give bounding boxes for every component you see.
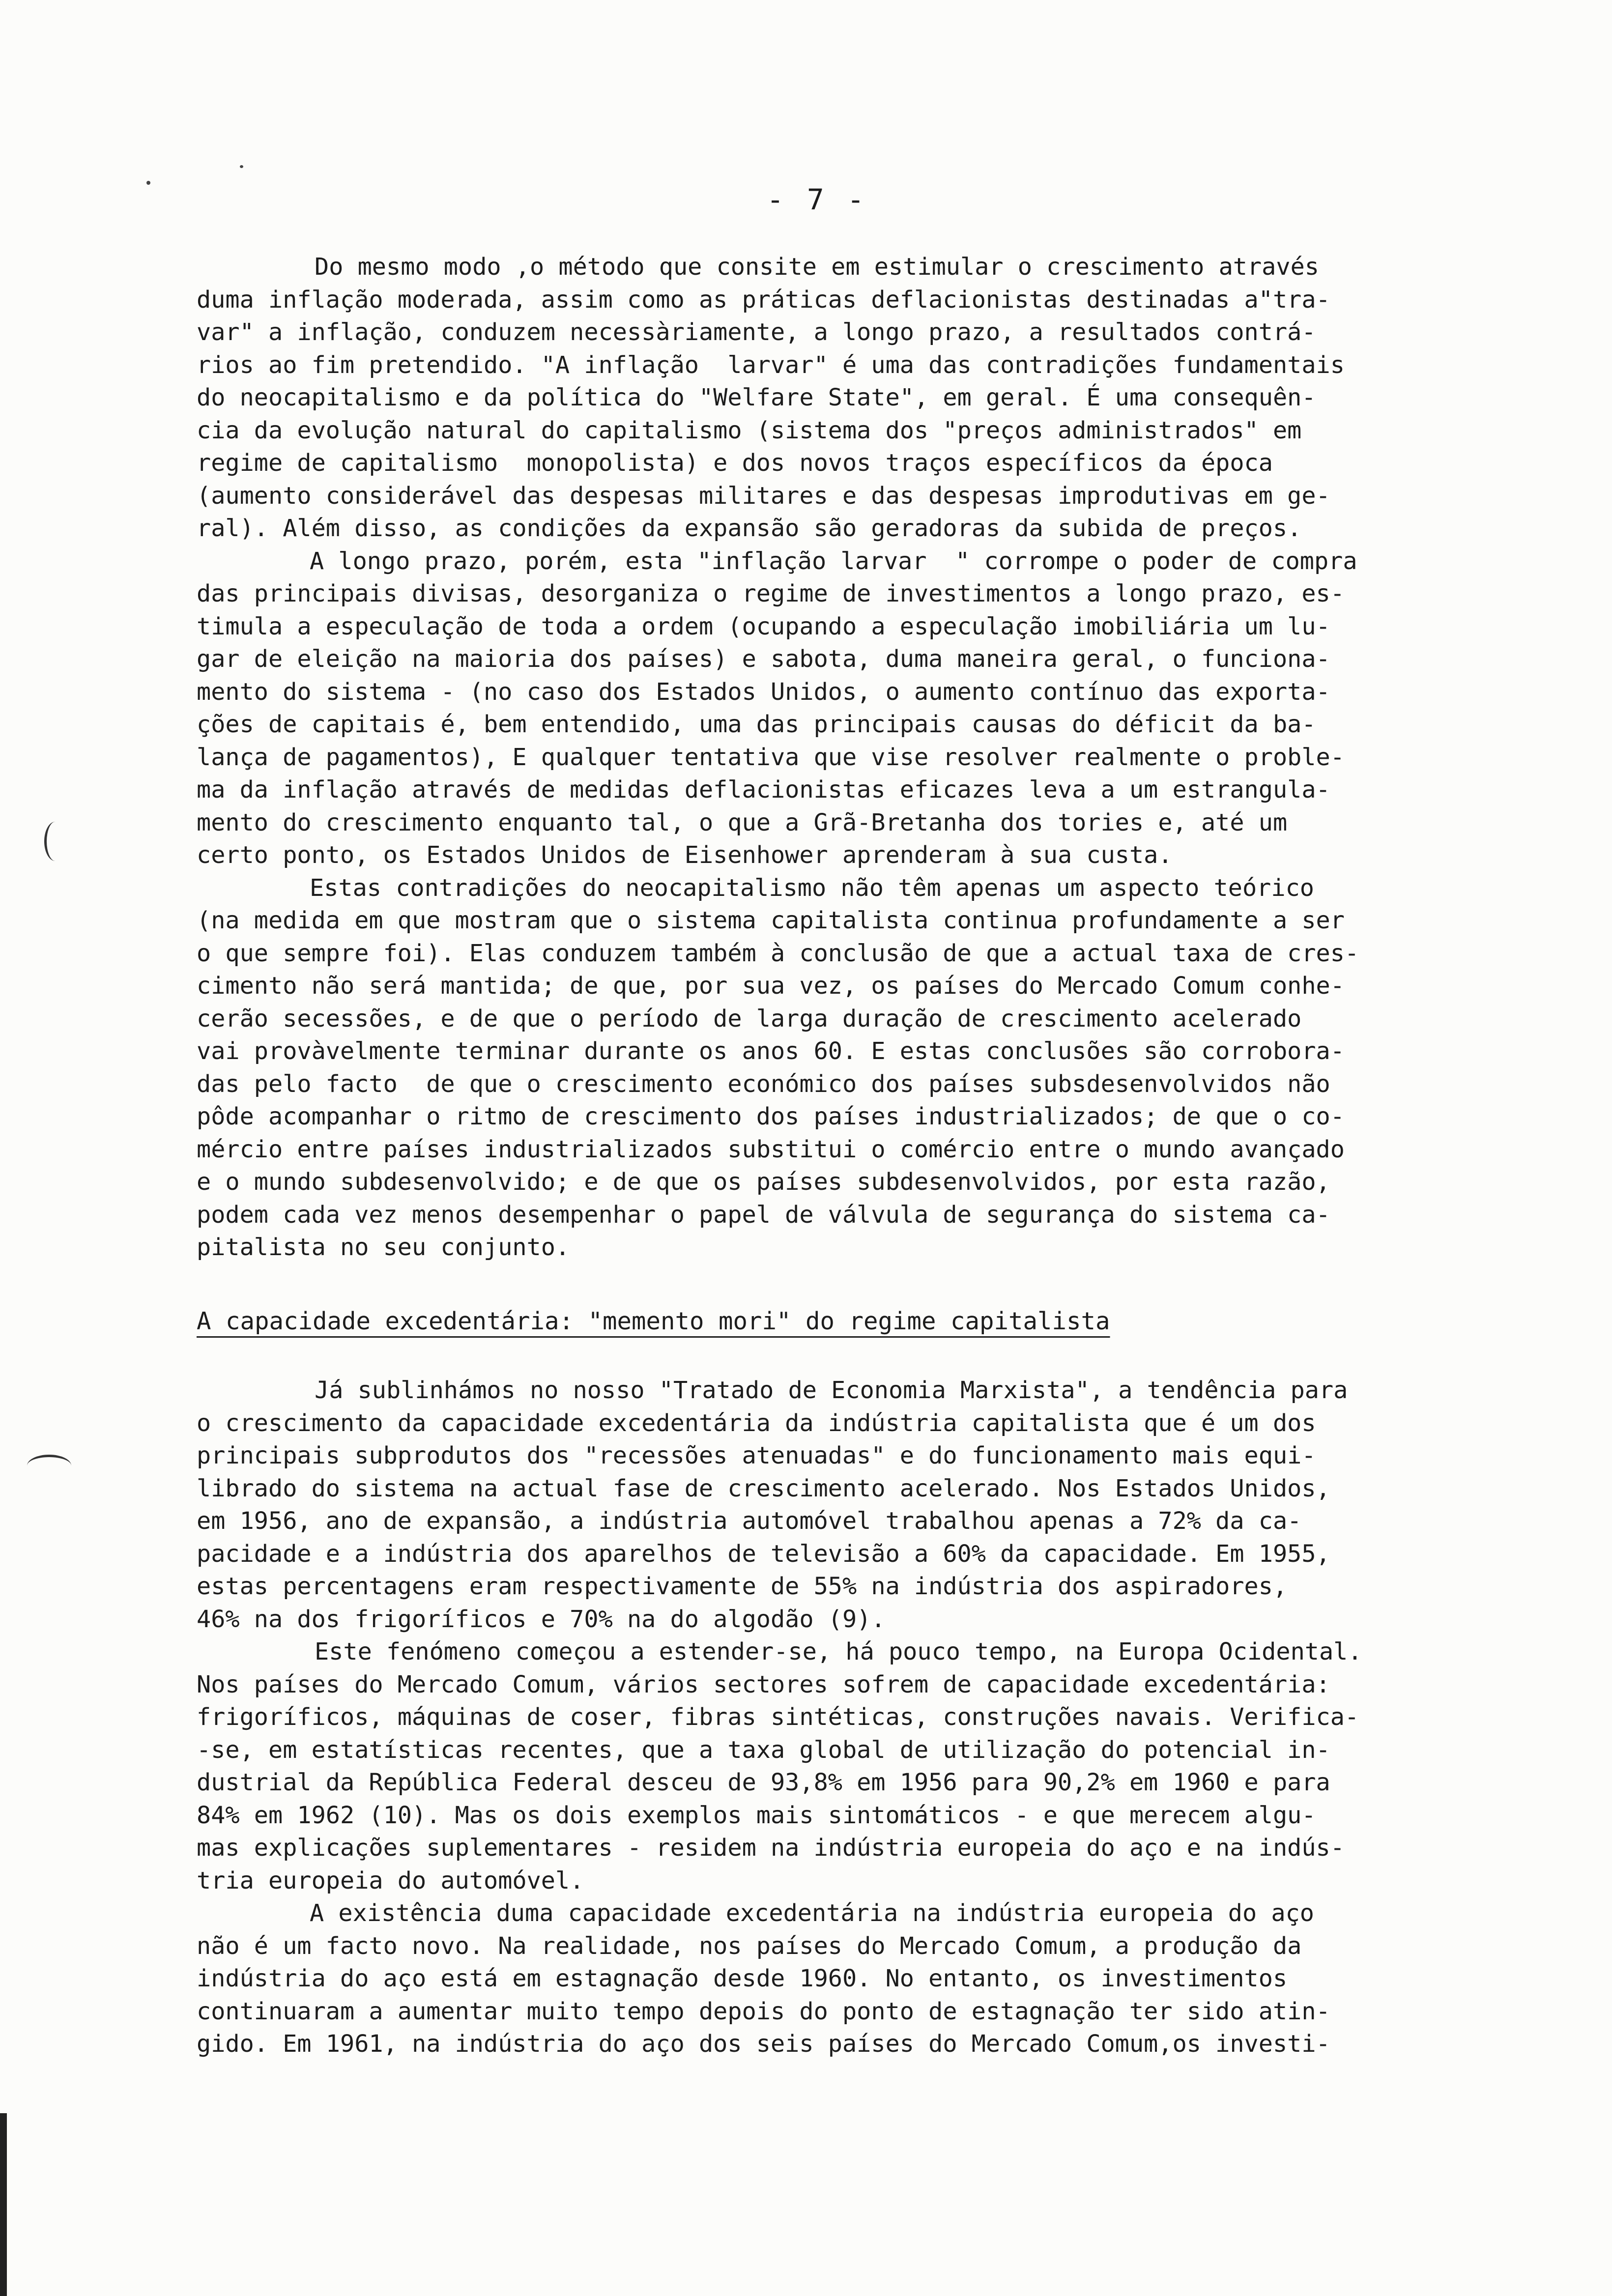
page-number: - 7 - (767, 183, 867, 216)
text-line: pitalista no seu conjunto. (197, 1234, 570, 1261)
text-line: librado do sistema na actual fase de crescimento acelerado. Nos Estados Unidos, (197, 1474, 1330, 1502)
section-heading: A capacidade excedentária: "memento mori" do regime capitalista (197, 1307, 1110, 1335)
text-line: cerão secessões, e de que o período de larga duração de crescimento acelerado (197, 1004, 1302, 1033)
text-line: do neocapitalismo e da política do "Welfare State", em geral. É uma consequên- (197, 384, 1316, 411)
text-line: 84% em 1962 (10). Mas os dois exemplos mais sintomáticos - e que merecem algu- (197, 1801, 1316, 1829)
text-line: Este fenómeno começou a estender-se, há pouco tempo, na Europa Ocidental. (315, 1638, 1362, 1665)
text-line: regime de capitalismo monopolista) e dos novos traços específicos da época (197, 449, 1273, 477)
text-line: em 1956, ano de expansão, a indústria automóvel trabalhou apenas a 72% da ca- (197, 1507, 1302, 1535)
text-line: o que sempre foi). Elas conduzem também à conclusão de que a actual taxa de cres- (197, 939, 1359, 967)
text-line: vai provàvelmente terminar durante os anos 60. E estas conclusões são corrobora- (197, 1037, 1345, 1065)
text-line: mento do sistema - (no caso dos Estados Unidos, o aumento contínuo das exporta- (197, 678, 1330, 706)
text-line: A existência duma capacidade excedentária na indústria europeia do aço (310, 1899, 1314, 1927)
text-line: estas percentagens eram respectivamente de 55% na indústria dos aspiradores, (197, 1573, 1288, 1600)
text-line: ma da inflação através de medidas deflacionistas eficazes leva a um estrangula- (197, 776, 1330, 804)
margin-bracket-mark (27, 1455, 71, 1477)
text-line: mas explicações suplementares - residem na indústria europeia do aço e na indús- (197, 1834, 1345, 1862)
scan-left-edge-shadow (0, 2113, 7, 2296)
body-text-block-1 (197, 251, 1533, 1264)
text-line: -se, em estatísticas recentes, que a taxa global de utilização do potencial in- (197, 1736, 1330, 1764)
text-line: timula a especulação de toda a ordem (ocupando a especulação imobiliária um lu- (197, 612, 1330, 640)
scan-speck (146, 181, 150, 185)
text-line: e o mundo subdesenvolvido; e de que os países subdesenvolvidos, por esta razão, (197, 1168, 1330, 1196)
text-line: (aumento considerável das despesas militares e das despesas improdutivas em ge- (197, 482, 1330, 510)
text-line: das pelo facto de que o crescimento económico dos países subsdesenvolvidos não (197, 1070, 1330, 1098)
text-line: indústria do aço está em estagnação desde 1960. No entanto, os investimentos (197, 1965, 1288, 1992)
text-line: Já sublinhámos no nosso "Tratado de Economia Marxista", a tendência para (315, 1377, 1348, 1404)
text-line: certo ponto, os Estados Unidos de Eisenhower aprenderam à sua custa. (197, 841, 1173, 869)
text-line: frigoríficos, máquinas de coser, fibras sintéticas, construções navais. Verifica- (197, 1703, 1359, 1731)
text-line: 46% na dos frigoríficos e 70% na do algodão (9). (197, 1605, 886, 1633)
text-line: das principais divisas, desorganiza o regime de investimentos a longo prazo, es- (197, 580, 1345, 607)
text-line: o crescimento da capacidade excedentária da indústria capitalista que é um dos (197, 1409, 1316, 1437)
text-line: cia da evolução natural do capitalismo (sistema dos "preços administrados" em (197, 416, 1302, 444)
text-line: principais subprodutos dos "recessões atenuadas" e do funcionamento mais equi- (197, 1442, 1316, 1469)
text-line: Nos países do Mercado Comum, vários sectores sofrem de capacidade excedentária: (197, 1670, 1330, 1698)
text-line: ral). Além disso, as condições da expansão são geradoras da subida de preços. (197, 515, 1302, 542)
text-line: pôde acompanhar o ritmo de crescimento dos países industrializados; de que o co- (197, 1103, 1345, 1130)
text-line: (na medida em que mostram que o sistema capitalista continua profundamente a ser (197, 907, 1345, 934)
text-line: dustrial da República Federal desceu de 93,8% em 1956 para 90,2% em 1960 e para (197, 1769, 1330, 1796)
text-line: gar de eleição na maioria dos países) e sabota, duma maneira geral, o funciona- (197, 645, 1330, 673)
text-line: rios ao fim pretendido. "A inflação larvar" é uma das contradições fundamentais (197, 351, 1345, 379)
text-line: lança de pagamentos), E qualquer tentativa que vise resolver realmente o proble- (197, 743, 1345, 771)
text-line: duma inflação moderada, assim como as práticas deflacionistas destinadas a"tra- (197, 286, 1330, 314)
text-line: gido. Em 1961, na indústria do aço dos seis países do Mercado Comum,os investi- (197, 2030, 1330, 2058)
margin-bracket-mark (44, 822, 66, 861)
text-line: mento do crescimento enquanto tal, o que a Grã-Bretanha dos tories e, até um (197, 808, 1288, 836)
text-line: mércio entre países industrializados substitui o comércio entre o mundo avançado (197, 1135, 1345, 1163)
text-line: A longo prazo, porém, esta "inflação larvar " corrompe o poder de compra (310, 547, 1357, 575)
text-line: cimento não será mantida; de que, por sua vez, os países do Mercado Comum conhe- (197, 972, 1345, 1000)
text-line: não é um facto novo. Na realidade, nos países do Mercado Comum, a produção da (197, 1932, 1302, 1960)
text-line: tria europeia do automóvel. (197, 1866, 584, 1894)
text-line: Do mesmo modo ,o método que consite em estimular o crescimento através (315, 253, 1319, 281)
text-line: podem cada vez menos desempenhar o papel de válvula de segurança do sistema ca- (197, 1201, 1330, 1229)
scan-speck (240, 165, 243, 168)
text-line: ções de capitais é, bem entendido, uma das principais causas do déficit da ba- (197, 711, 1316, 738)
text-line: Estas contradições do neocapitalismo não têm apenas um aspecto teórico (310, 874, 1314, 902)
body-text-block-2 (197, 1374, 1533, 2061)
text-line: continuaram a aumentar muito tempo depois do ponto de estagnação ter sido atin- (197, 1997, 1330, 2025)
text-line: var" a inflação, conduzem necessàriamente, a longo prazo, a resultados contrá- (197, 318, 1316, 346)
text-line: pacidade e a indústria dos aparelhos de televisão a 60% da capacidade. Em 1955, (197, 1540, 1330, 1568)
